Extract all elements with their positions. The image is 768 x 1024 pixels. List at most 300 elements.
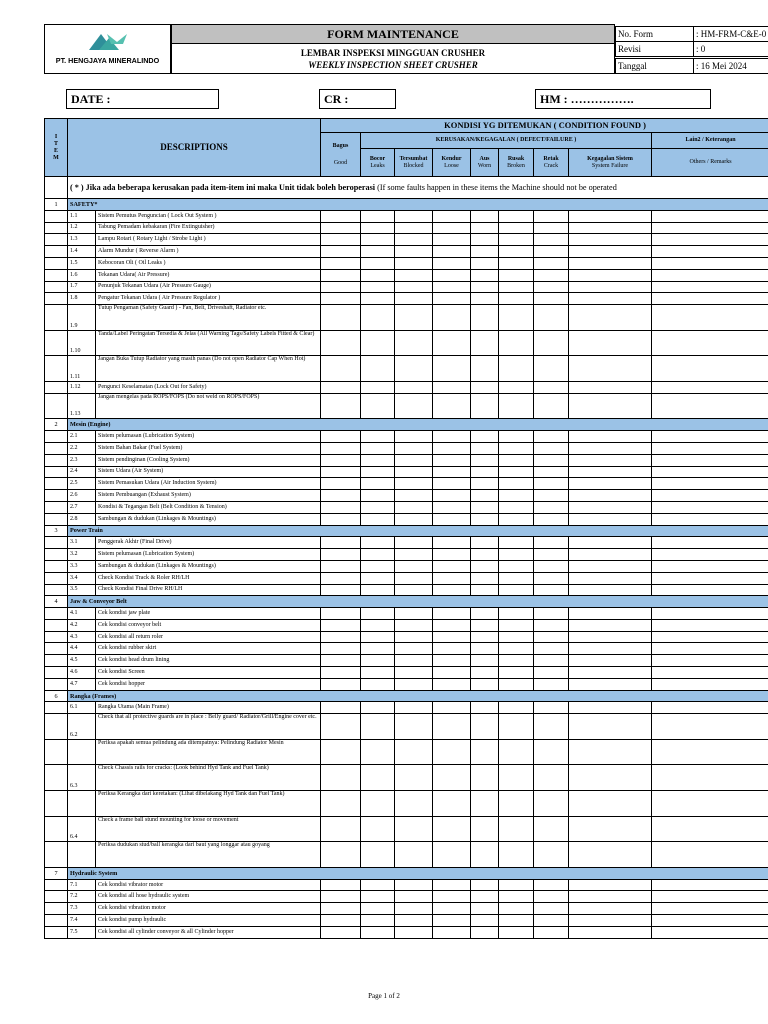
check-cell[interactable] [534, 381, 569, 393]
check-cell[interactable] [652, 246, 768, 258]
check-cell[interactable] [361, 549, 395, 561]
check-cell[interactable] [499, 293, 534, 305]
check-cell[interactable] [395, 791, 433, 817]
check-cell[interactable] [652, 466, 768, 478]
check-cell[interactable] [569, 257, 652, 269]
check-cell[interactable] [471, 702, 499, 714]
check-cell[interactable] [361, 381, 395, 393]
check-cell[interactable] [534, 816, 569, 842]
check-cell[interactable] [569, 926, 652, 938]
check-cell[interactable] [395, 572, 433, 584]
check-cell[interactable] [534, 513, 569, 525]
check-cell[interactable] [534, 478, 569, 490]
check-cell[interactable] [652, 234, 768, 246]
check-cell[interactable] [361, 891, 395, 903]
check-cell[interactable] [361, 222, 395, 234]
check-cell[interactable] [321, 431, 361, 443]
check-cell[interactable] [471, 393, 499, 419]
check-cell[interactable] [499, 631, 534, 643]
check-cell[interactable] [471, 714, 499, 740]
check-cell[interactable] [471, 678, 499, 690]
check-cell[interactable] [433, 765, 471, 791]
check-cell[interactable] [471, 537, 499, 549]
check-cell[interactable] [569, 631, 652, 643]
check-cell[interactable] [499, 234, 534, 246]
check-cell[interactable] [321, 537, 361, 549]
check-cell[interactable] [569, 879, 652, 891]
check-cell[interactable] [321, 269, 361, 281]
check-cell[interactable] [321, 879, 361, 891]
check-cell[interactable] [534, 442, 569, 454]
check-cell[interactable] [534, 572, 569, 584]
check-cell[interactable] [652, 619, 768, 631]
check-cell[interactable] [395, 608, 433, 620]
check-cell[interactable] [433, 293, 471, 305]
check-cell[interactable] [321, 222, 361, 234]
check-cell[interactable] [361, 454, 395, 466]
check-cell[interactable] [499, 608, 534, 620]
check-cell[interactable] [395, 234, 433, 246]
check-cell[interactable] [499, 281, 534, 293]
check-cell[interactable] [471, 234, 499, 246]
check-cell[interactable] [534, 584, 569, 596]
check-cell[interactable] [569, 702, 652, 714]
check-cell[interactable] [569, 210, 652, 222]
check-cell[interactable] [361, 281, 395, 293]
check-cell[interactable] [652, 305, 768, 331]
check-cell[interactable] [569, 393, 652, 419]
check-cell[interactable] [499, 549, 534, 561]
check-cell[interactable] [361, 234, 395, 246]
check-cell[interactable] [471, 608, 499, 620]
check-cell[interactable] [471, 501, 499, 513]
check-cell[interactable] [499, 381, 534, 393]
check-cell[interactable] [471, 257, 499, 269]
check-cell[interactable] [395, 667, 433, 679]
check-cell[interactable] [433, 643, 471, 655]
check-cell[interactable] [395, 842, 433, 868]
check-cell[interactable] [361, 655, 395, 667]
check-cell[interactable] [569, 915, 652, 927]
check-cell[interactable] [471, 442, 499, 454]
check-cell[interactable] [321, 393, 361, 419]
hm-field[interactable]: HM : ……………. [535, 89, 711, 109]
check-cell[interactable] [433, 842, 471, 868]
check-cell[interactable] [433, 442, 471, 454]
check-cell[interactable] [433, 655, 471, 667]
check-cell[interactable] [652, 210, 768, 222]
check-cell[interactable] [499, 714, 534, 740]
check-cell[interactable] [361, 739, 395, 765]
check-cell[interactable] [652, 739, 768, 765]
check-cell[interactable] [652, 584, 768, 596]
check-cell[interactable] [534, 431, 569, 443]
check-cell[interactable] [499, 915, 534, 927]
check-cell[interactable] [569, 739, 652, 765]
check-cell[interactable] [499, 655, 534, 667]
check-cell[interactable] [321, 330, 361, 356]
check-cell[interactable] [361, 490, 395, 502]
check-cell[interactable] [433, 381, 471, 393]
check-cell[interactable] [652, 903, 768, 915]
check-cell[interactable] [534, 879, 569, 891]
check-cell[interactable] [652, 257, 768, 269]
check-cell[interactable] [321, 356, 361, 382]
check-cell[interactable] [652, 431, 768, 443]
check-cell[interactable] [361, 257, 395, 269]
check-cell[interactable] [534, 678, 569, 690]
check-cell[interactable] [395, 584, 433, 596]
check-cell[interactable] [471, 381, 499, 393]
check-cell[interactable] [321, 631, 361, 643]
check-cell[interactable] [395, 549, 433, 561]
check-cell[interactable] [569, 560, 652, 572]
check-cell[interactable] [433, 246, 471, 258]
check-cell[interactable] [395, 381, 433, 393]
check-cell[interactable] [534, 393, 569, 419]
check-cell[interactable] [499, 305, 534, 331]
check-cell[interactable] [652, 356, 768, 382]
check-cell[interactable] [569, 549, 652, 561]
check-cell[interactable] [395, 537, 433, 549]
check-cell[interactable] [395, 281, 433, 293]
check-cell[interactable] [534, 667, 569, 679]
check-cell[interactable] [361, 584, 395, 596]
check-cell[interactable] [433, 560, 471, 572]
check-cell[interactable] [433, 466, 471, 478]
check-cell[interactable] [395, 891, 433, 903]
check-cell[interactable] [569, 478, 652, 490]
check-cell[interactable] [395, 356, 433, 382]
check-cell[interactable] [652, 537, 768, 549]
check-cell[interactable] [395, 560, 433, 572]
check-cell[interactable] [361, 513, 395, 525]
check-cell[interactable] [499, 269, 534, 281]
check-cell[interactable] [652, 442, 768, 454]
check-cell[interactable] [534, 714, 569, 740]
check-cell[interactable] [395, 210, 433, 222]
check-cell[interactable] [361, 926, 395, 938]
check-cell[interactable] [321, 678, 361, 690]
check-cell[interactable] [433, 281, 471, 293]
check-cell[interactable] [361, 431, 395, 443]
check-cell[interactable] [499, 222, 534, 234]
check-cell[interactable] [471, 560, 499, 572]
check-cell[interactable] [395, 393, 433, 419]
check-cell[interactable] [569, 584, 652, 596]
check-cell[interactable] [652, 330, 768, 356]
check-cell[interactable] [499, 442, 534, 454]
check-cell[interactable] [361, 631, 395, 643]
check-cell[interactable] [499, 513, 534, 525]
check-cell[interactable] [361, 879, 395, 891]
check-cell[interactable] [395, 293, 433, 305]
check-cell[interactable] [499, 891, 534, 903]
check-cell[interactable] [652, 560, 768, 572]
check-cell[interactable] [395, 714, 433, 740]
check-cell[interactable] [499, 926, 534, 938]
check-cell[interactable] [395, 816, 433, 842]
check-cell[interactable] [321, 667, 361, 679]
check-cell[interactable] [569, 293, 652, 305]
check-cell[interactable] [433, 816, 471, 842]
check-cell[interactable] [652, 281, 768, 293]
check-cell[interactable] [569, 643, 652, 655]
check-cell[interactable] [569, 442, 652, 454]
check-cell[interactable] [569, 678, 652, 690]
check-cell[interactable] [433, 926, 471, 938]
check-cell[interactable] [569, 513, 652, 525]
check-cell[interactable] [569, 454, 652, 466]
check-cell[interactable] [534, 537, 569, 549]
check-cell[interactable] [433, 537, 471, 549]
check-cell[interactable] [395, 442, 433, 454]
check-cell[interactable] [471, 513, 499, 525]
check-cell[interactable] [471, 210, 499, 222]
check-cell[interactable] [499, 490, 534, 502]
check-cell[interactable] [569, 356, 652, 382]
check-cell[interactable] [361, 678, 395, 690]
check-cell[interactable] [499, 393, 534, 419]
check-cell[interactable] [471, 643, 499, 655]
check-cell[interactable] [471, 879, 499, 891]
check-cell[interactable] [433, 903, 471, 915]
check-cell[interactable] [471, 572, 499, 584]
check-cell[interactable] [471, 619, 499, 631]
check-cell[interactable] [321, 210, 361, 222]
check-cell[interactable] [652, 501, 768, 513]
check-cell[interactable] [652, 513, 768, 525]
check-cell[interactable] [471, 631, 499, 643]
check-cell[interactable] [321, 903, 361, 915]
check-cell[interactable] [471, 915, 499, 927]
check-cell[interactable] [361, 393, 395, 419]
check-cell[interactable] [652, 765, 768, 791]
check-cell[interactable] [499, 560, 534, 572]
check-cell[interactable] [361, 903, 395, 915]
check-cell[interactable] [534, 222, 569, 234]
check-cell[interactable] [534, 501, 569, 513]
check-cell[interactable] [569, 714, 652, 740]
check-cell[interactable] [499, 454, 534, 466]
check-cell[interactable] [321, 257, 361, 269]
check-cell[interactable] [433, 739, 471, 765]
check-cell[interactable] [534, 281, 569, 293]
check-cell[interactable] [471, 330, 499, 356]
check-cell[interactable] [361, 330, 395, 356]
check-cell[interactable] [471, 222, 499, 234]
check-cell[interactable] [499, 356, 534, 382]
check-cell[interactable] [534, 269, 569, 281]
check-cell[interactable] [471, 584, 499, 596]
check-cell[interactable] [534, 466, 569, 478]
check-cell[interactable] [433, 490, 471, 502]
check-cell[interactable] [652, 608, 768, 620]
check-cell[interactable] [569, 501, 652, 513]
check-cell[interactable] [361, 560, 395, 572]
check-cell[interactable] [652, 915, 768, 927]
check-cell[interactable] [569, 765, 652, 791]
check-cell[interactable] [652, 879, 768, 891]
check-cell[interactable] [471, 246, 499, 258]
check-cell[interactable] [499, 619, 534, 631]
check-cell[interactable] [471, 765, 499, 791]
check-cell[interactable] [361, 478, 395, 490]
check-cell[interactable] [433, 234, 471, 246]
check-cell[interactable] [361, 305, 395, 331]
check-cell[interactable] [652, 667, 768, 679]
check-cell[interactable] [321, 501, 361, 513]
check-cell[interactable] [395, 501, 433, 513]
check-cell[interactable] [321, 714, 361, 740]
check-cell[interactable] [361, 667, 395, 679]
check-cell[interactable] [395, 513, 433, 525]
check-cell[interactable] [361, 210, 395, 222]
check-cell[interactable] [471, 655, 499, 667]
check-cell[interactable] [321, 619, 361, 631]
check-cell[interactable] [534, 842, 569, 868]
check-cell[interactable] [569, 305, 652, 331]
check-cell[interactable] [361, 442, 395, 454]
check-cell[interactable] [652, 572, 768, 584]
check-cell[interactable] [433, 791, 471, 817]
check-cell[interactable] [471, 816, 499, 842]
check-cell[interactable] [499, 667, 534, 679]
check-cell[interactable] [433, 714, 471, 740]
check-cell[interactable] [471, 667, 499, 679]
check-cell[interactable] [652, 478, 768, 490]
check-cell[interactable] [395, 702, 433, 714]
check-cell[interactable] [395, 246, 433, 258]
check-cell[interactable] [499, 678, 534, 690]
check-cell[interactable] [361, 269, 395, 281]
check-cell[interactable] [433, 702, 471, 714]
check-cell[interactable] [534, 643, 569, 655]
check-cell[interactable] [569, 667, 652, 679]
check-cell[interactable] [499, 584, 534, 596]
check-cell[interactable] [361, 608, 395, 620]
check-cell[interactable] [395, 678, 433, 690]
check-cell[interactable] [361, 356, 395, 382]
check-cell[interactable] [361, 816, 395, 842]
check-cell[interactable] [361, 714, 395, 740]
check-cell[interactable] [321, 572, 361, 584]
check-cell[interactable] [321, 643, 361, 655]
check-cell[interactable] [534, 739, 569, 765]
check-cell[interactable] [361, 246, 395, 258]
check-cell[interactable] [321, 381, 361, 393]
check-cell[interactable] [471, 549, 499, 561]
check-cell[interactable] [321, 915, 361, 927]
check-cell[interactable] [534, 891, 569, 903]
check-cell[interactable] [361, 702, 395, 714]
check-cell[interactable] [534, 305, 569, 331]
check-cell[interactable] [652, 269, 768, 281]
check-cell[interactable] [652, 842, 768, 868]
check-cell[interactable] [652, 490, 768, 502]
check-cell[interactable] [534, 356, 569, 382]
check-cell[interactable] [499, 537, 534, 549]
check-cell[interactable] [471, 454, 499, 466]
check-cell[interactable] [433, 501, 471, 513]
check-cell[interactable] [433, 879, 471, 891]
check-cell[interactable] [534, 330, 569, 356]
check-cell[interactable] [433, 393, 471, 419]
check-cell[interactable] [652, 816, 768, 842]
check-cell[interactable] [652, 393, 768, 419]
check-cell[interactable] [652, 891, 768, 903]
check-cell[interactable] [361, 791, 395, 817]
check-cell[interactable] [361, 572, 395, 584]
check-cell[interactable] [471, 926, 499, 938]
check-cell[interactable] [569, 281, 652, 293]
check-cell[interactable] [433, 478, 471, 490]
check-cell[interactable] [471, 281, 499, 293]
check-cell[interactable] [569, 466, 652, 478]
check-cell[interactable] [652, 293, 768, 305]
check-cell[interactable] [395, 926, 433, 938]
check-cell[interactable] [471, 842, 499, 868]
check-cell[interactable] [395, 631, 433, 643]
check-cell[interactable] [471, 305, 499, 331]
check-cell[interactable] [471, 903, 499, 915]
check-cell[interactable] [499, 501, 534, 513]
date-field[interactable]: DATE : [66, 89, 219, 109]
check-cell[interactable] [321, 891, 361, 903]
check-cell[interactable] [395, 431, 433, 443]
check-cell[interactable] [652, 381, 768, 393]
check-cell[interactable] [361, 537, 395, 549]
check-cell[interactable] [499, 246, 534, 258]
check-cell[interactable] [321, 234, 361, 246]
check-cell[interactable] [433, 305, 471, 331]
check-cell[interactable] [433, 631, 471, 643]
check-cell[interactable] [321, 608, 361, 620]
check-cell[interactable] [395, 269, 433, 281]
check-cell[interactable] [321, 478, 361, 490]
check-cell[interactable] [361, 643, 395, 655]
check-cell[interactable] [569, 246, 652, 258]
check-cell[interactable] [652, 791, 768, 817]
check-cell[interactable] [433, 454, 471, 466]
check-cell[interactable] [569, 572, 652, 584]
cr-field[interactable]: CR : [319, 89, 396, 109]
check-cell[interactable] [321, 584, 361, 596]
check-cell[interactable] [395, 330, 433, 356]
check-cell[interactable] [471, 739, 499, 765]
check-cell[interactable] [534, 915, 569, 927]
check-cell[interactable] [321, 466, 361, 478]
check-cell[interactable] [471, 791, 499, 817]
check-cell[interactable] [321, 454, 361, 466]
check-cell[interactable] [321, 791, 361, 817]
check-cell[interactable] [534, 210, 569, 222]
check-cell[interactable] [433, 608, 471, 620]
check-cell[interactable] [499, 791, 534, 817]
check-cell[interactable] [361, 466, 395, 478]
check-cell[interactable] [395, 739, 433, 765]
check-cell[interactable] [499, 466, 534, 478]
check-cell[interactable] [499, 903, 534, 915]
check-cell[interactable] [361, 842, 395, 868]
check-cell[interactable] [534, 549, 569, 561]
check-cell[interactable] [433, 269, 471, 281]
check-cell[interactable] [534, 257, 569, 269]
check-cell[interactable] [569, 234, 652, 246]
check-cell[interactable] [534, 903, 569, 915]
check-cell[interactable] [569, 619, 652, 631]
check-cell[interactable] [499, 879, 534, 891]
